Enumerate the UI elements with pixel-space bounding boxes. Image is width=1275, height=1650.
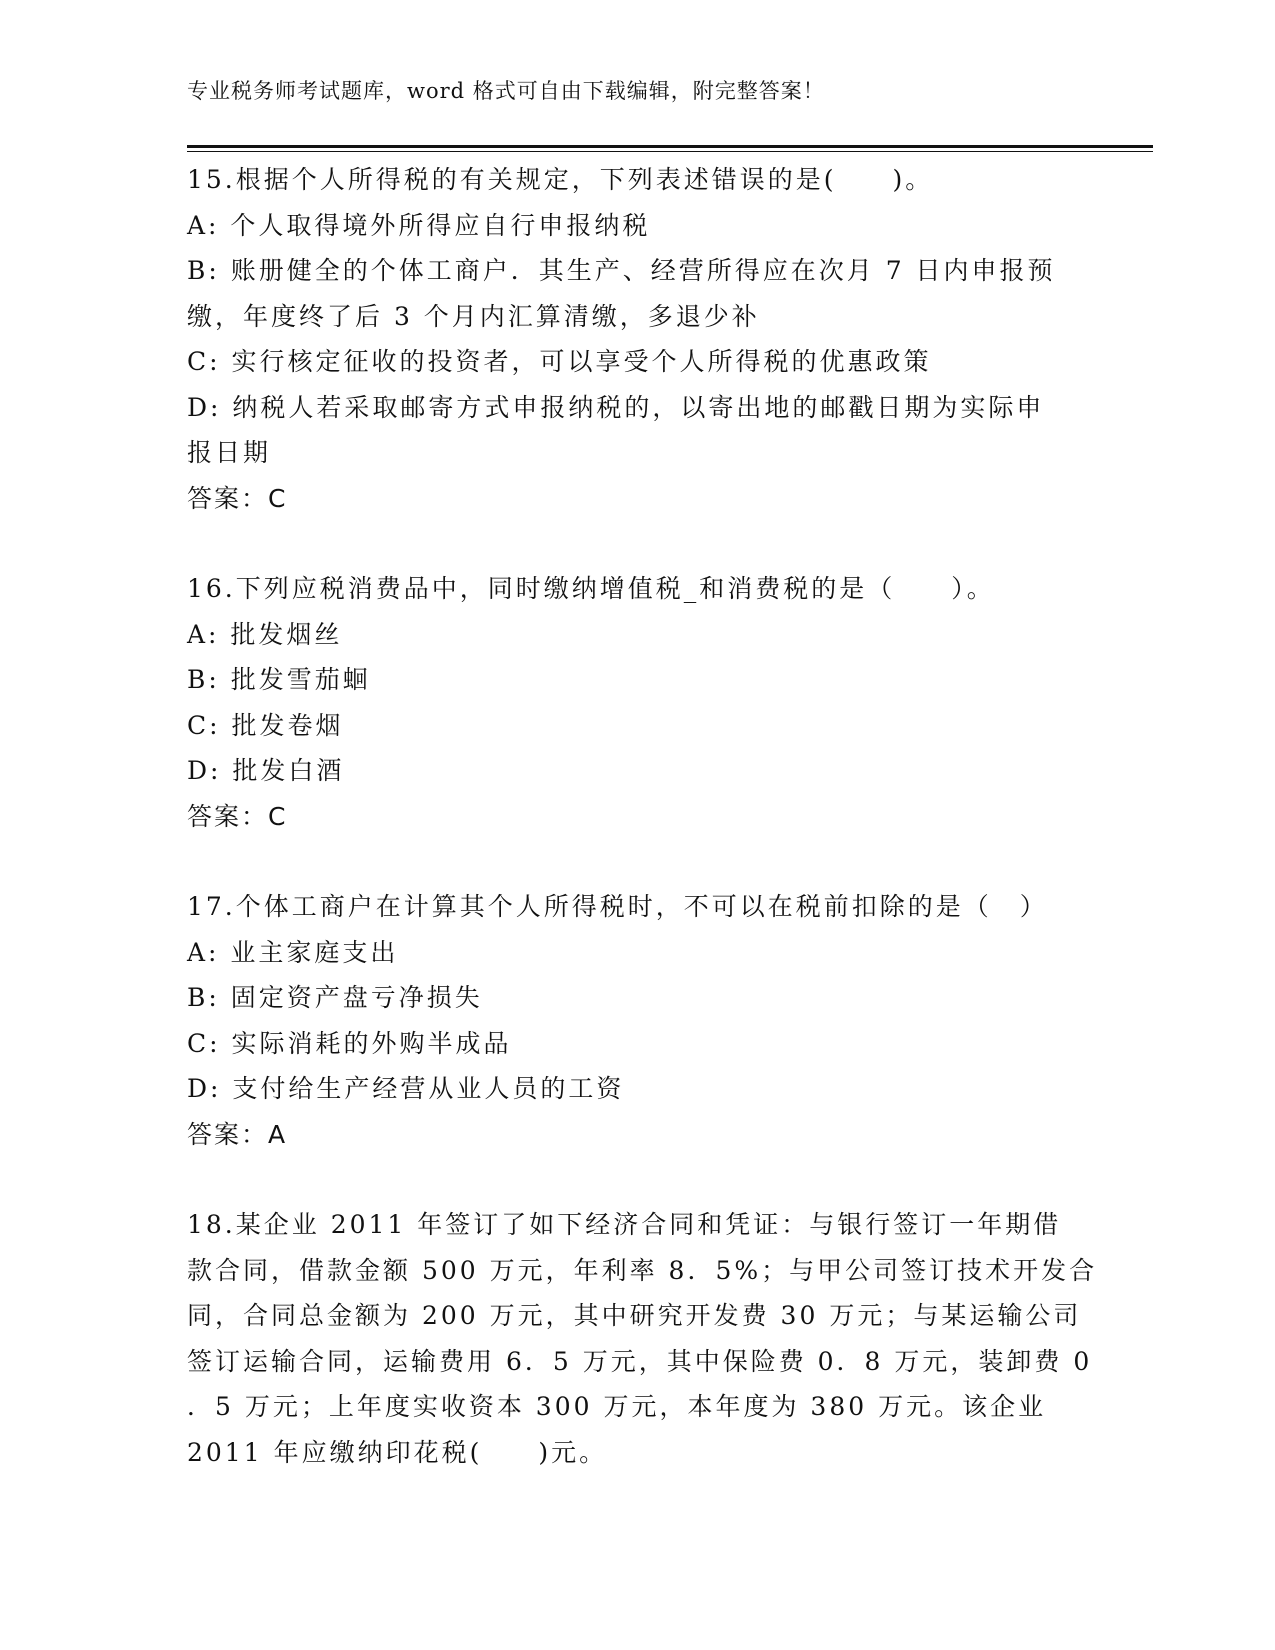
question-line: B: 批发雪茄蛔 (187, 665, 371, 694)
answer-line: 答案：C (187, 801, 288, 831)
question-stem: 16.下列应税消费品中，同时缴纳增值税_和消费税的是（ ）。 (187, 574, 995, 603)
question-block (187, 1202, 1098, 1475)
question-line: A: 业主家庭支出 (187, 937, 399, 967)
question-line: A: 个人取得境外所得应自行申报纳税 (187, 210, 651, 240)
question-line: A: 批发烟丝 (187, 619, 343, 649)
page-header: 专业税务师考试题库，word 格式可自由下载编辑，附完整答案！ (187, 79, 825, 103)
question-line: D: 批发白酒 (187, 756, 345, 785)
question-block (187, 566, 1087, 839)
answer-line: 答案：A (187, 1119, 288, 1149)
question-line: 报日期 (187, 438, 272, 467)
question-stem: 18.某企业 2011 年签订了如下经济合同和凭证：与银行签订一年期借 (187, 1210, 1062, 1239)
question-line: C: 批发卷烟 (187, 710, 344, 740)
question-line: C: 实行核定征收的投资者，可以享受个人所得税的优惠政策 (187, 347, 932, 376)
question-line: B: 固定资产盘亏净损失 (187, 983, 483, 1012)
question-line: D: 支付给生产经营从业人员的工资 (187, 1074, 625, 1103)
question-line: ．5 万元；上年度实收资本 300 万元，本年度为 380 万元。该企业 (187, 1392, 1047, 1421)
question-line: C: 实际消耗的外购半成品 (187, 1028, 512, 1058)
question-line: 签订运输合同，运输费用 6．5 万元，其中保险费 0．8 万元，装卸费 0 (187, 1346, 1093, 1376)
question-stem: 15.根据个人所得税的有关规定，下列表述错误的是( )。 (187, 165, 934, 194)
answer-line: 答案：C (187, 483, 288, 513)
question-line: B: 账册健全的个体工商户．其生产、经营所得应在次月 7 日内申报预 (187, 256, 1056, 285)
question-block (187, 884, 1087, 1157)
question-block (187, 157, 1087, 521)
question-line: D: 纳税人若采取邮寄方式申报纳税的，以寄出地的邮戳日期为实际申 (187, 392, 1045, 422)
question-stem: 17.个体工商户在计算其个人所得税时，不可以在税前扣除的是（ ） (187, 892, 1048, 921)
question-list (187, 157, 1098, 1520)
question-line: 2011 年应缴纳印花税( )元。 (187, 1437, 608, 1467)
header-rule-thick (187, 145, 1153, 148)
question-line: 缴，年度终了后 3 个月内汇算清缴，多退少补 (187, 301, 760, 331)
header-rule-thin (187, 151, 1153, 152)
question-line: 款合同，借款金额 500 万元，年利率 8．5%；与甲公司签订技术开发合 (187, 1255, 1098, 1285)
question-line: 同，合同总金额为 200 万元，其中研究开发费 30 万元；与某运输公司 (187, 1301, 1082, 1330)
